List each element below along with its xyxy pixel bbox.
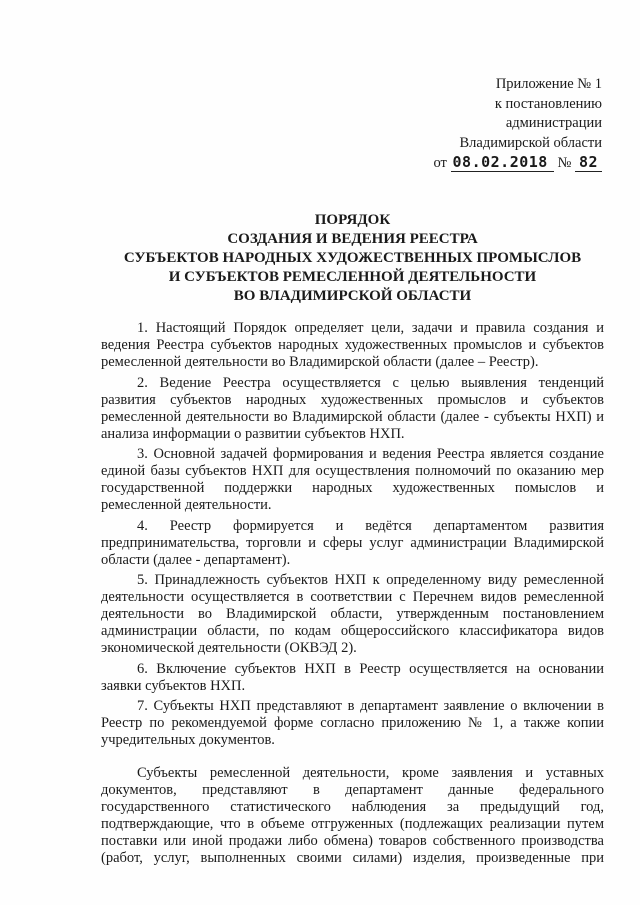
appendix-block bbox=[434, 75, 603, 174]
appendix-administration: администрации bbox=[505, 115, 602, 131]
title-line-5: ВО ВЛАДИМИРСКОЙ ОБЛАСТИ bbox=[233, 288, 472, 304]
paragraph-5: 5. Принадлежность субъектов НХП к определенному виду ремесленной деятельности осуществляется в соответствии с Перечнем видов ремесленной деятельности во Владимирской области, утвержденным постановлением администрации области, по кодам общероссийского классификатора видов экономической деятельности (ОКВЭД 2). bbox=[101, 572, 604, 656]
appendix-number: Приложение № 1 bbox=[495, 76, 602, 92]
paragraph-1: 1. Настоящий Порядок определяет цели, задачи и правила создания и ведения Реестра субъектов народных художественных промыслов и субъектов ремесленной деятельности во Владимирской области (далее – Реестр). bbox=[101, 320, 604, 370]
appendix-region: Владимирской области bbox=[459, 134, 602, 151]
title-line-3: СУБЪЕКТОВ НАРОДНЫХ ХУДОЖЕСТВЕННЫХ ПРОМЫСЛОВ bbox=[123, 250, 582, 266]
paragraph-2: 2. Ведение Реестра осуществляется с целью выявления тенденций развития субъектов народных художественных промыслов и субъектов ремесленной деятельности во Владимирской области (далее - субъекты НХП) и анализа информации о развитии субъектов НХП. bbox=[101, 374, 604, 442]
number-prefix: № bbox=[557, 155, 572, 171]
appendix-resolution-ref: к постановлению bbox=[494, 95, 602, 112]
number-value: 82 bbox=[575, 153, 602, 172]
paragraph-6: 6. Включение субъектов НХП в Реестр осуществляется на основании заявки субъектов НХП. bbox=[101, 660, 604, 694]
date-value: 08.02.2018 bbox=[451, 153, 554, 172]
document-title bbox=[100, 211, 605, 306]
paragraph-7: 7. Субъекты НХП представляют в департамент заявление о включении в Реестр по рекомендуемой форме согласно приложению № 1, а также копии учредительных документов. bbox=[101, 698, 604, 748]
paragraph-3: 3. Основной задачей формирования и ведения Реестра является создание единой базы субъектов НХП для осуществления полномочий по оказанию мер государственной поддержки народных художественных помыслов и ремесленной деятельности. bbox=[101, 446, 604, 513]
paragraph-8: Субъекты ремесленной деятельности, кроме заявления и уставных документов, представляют в департамент данные федерального государственного статистического наблюдения за предыдущий год, подтверждающие, что в объеме отгруженных (подлежащих реализации путем поставки или иной продажи либо обмена) товаров собственного производства (работ, услуг, выполненных своими силами) изделия, произведенные при bbox=[101, 765, 604, 866]
title-line-2: СОЗДАНИЯ И ВЕДЕНИЯ РЕЕСТРА bbox=[227, 231, 478, 247]
date-prefix: от bbox=[433, 155, 447, 171]
title-line-1: ПОРЯДОК bbox=[314, 212, 391, 228]
paragraph-4: 4. Реестр формируется и ведётся департаментом развития предпринимательства, торговли и сферы услуг администрации Владимирской области (далее - департамент). bbox=[101, 517, 604, 568]
document-body bbox=[101, 320, 604, 867]
appendix-date-line bbox=[434, 153, 603, 174]
title-line-4: И СУБЪЕКТОВ РЕМЕСЛЕННОЙ ДЕЯТЕЛЬНОСТИ bbox=[168, 269, 537, 285]
